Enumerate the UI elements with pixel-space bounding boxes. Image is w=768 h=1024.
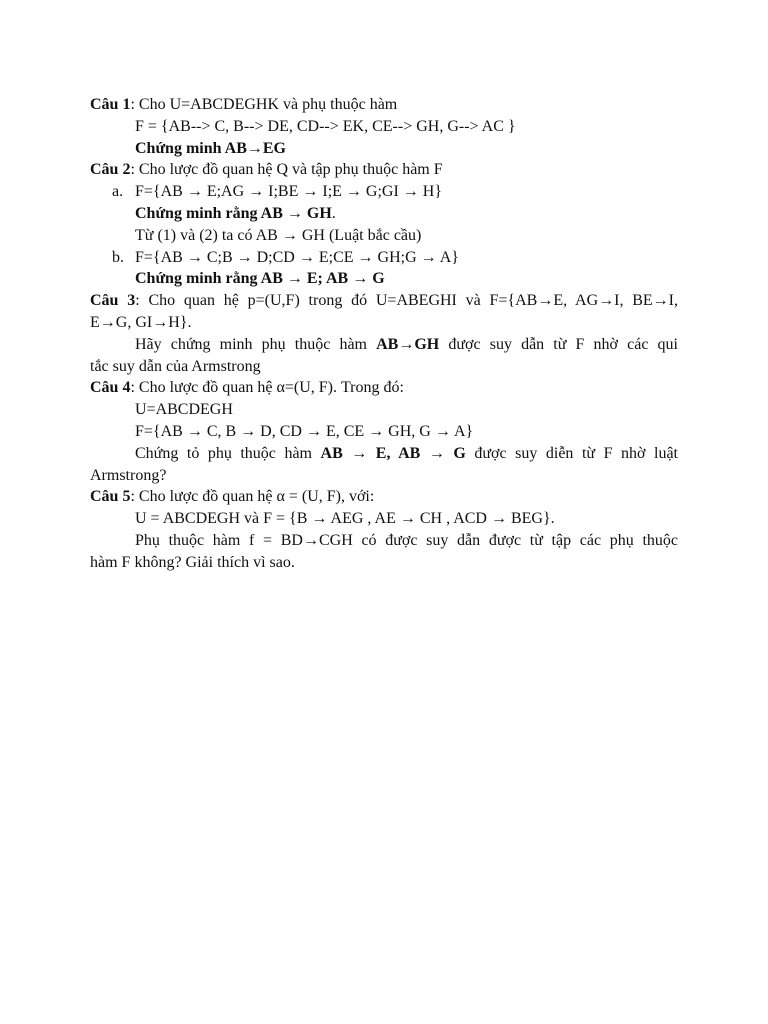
- question-3-task-start: Hãy chứng minh phụ thuộc hàm: [135, 335, 377, 353]
- question-3-text: : Cho quan hệ p=(U,F) trong đó U=ABEGHI và F={AB→E, AG→I, BE→I,: [135, 292, 679, 310]
- question-2-part-b: [90, 247, 678, 269]
- question-1-dependencies: F = {AB--> C, B--> DE, CD--> EK, CE--> GH, G--> AC }: [135, 117, 516, 135]
- question-2-text: : Cho lược đồ quan hệ Q và tập phụ thuộc hàm F: [130, 161, 443, 179]
- question-2-part-a-note: Từ (1) và (2) ta có AB → GH (Luật bắc cầu): [135, 226, 422, 244]
- question-4-task: [90, 443, 678, 465]
- question-4-dependencies: F={AB → C, B → D, CD → E, CE → GH, G → A}: [135, 422, 474, 440]
- question-4-task-dependency: AB → E, AB → G: [320, 444, 466, 462]
- document-content: [90, 94, 678, 574]
- question-5-label: Câu 5: [90, 488, 131, 506]
- question-5-task: Phụ thuộc hàm f = BD→CGH có được suy dẫn được từ tập các phụ thuộc: [135, 531, 678, 549]
- question-1-heading: [90, 94, 678, 116]
- question-5-heading: [90, 486, 678, 508]
- question-4-label: Câu 4: [90, 379, 131, 397]
- question-1-label: Câu 1: [90, 96, 131, 113]
- list-marker-a: a.: [112, 183, 124, 201]
- question-3-task-continued: tắc suy dẫn của Armstrong: [90, 357, 261, 375]
- question-4-heading: [90, 377, 678, 399]
- question-3-task-end: được suy dẫn từ F nhờ các qui: [439, 335, 678, 353]
- list-marker-b: b.: [112, 248, 124, 266]
- question-4-text: : Cho lược đồ quan hệ α=(U, F). Trong đó:: [130, 379, 404, 397]
- question-5-relation: U = ABCDEGH và F = {B → AEG , AE → CH , ACD → BEG}.: [135, 510, 555, 528]
- question-1-task: Chứng minh AB→EG: [135, 139, 286, 157]
- question-4-universe: U=ABCDEGH: [135, 401, 233, 419]
- question-3-label: Câu 3: [90, 292, 136, 310]
- question-4-task-start: Chứng tỏ phụ thuộc hàm: [135, 444, 321, 462]
- question-3-text-continued: E→G, GI→H}.: [90, 313, 192, 331]
- question-5-text: : Cho lược đồ quan hệ α = (U, F), với:: [130, 488, 375, 506]
- question-4-task-continued: Armstrong?: [90, 466, 167, 484]
- question-3-task-dependency: AB→GH: [376, 335, 440, 353]
- question-2-heading: [90, 159, 678, 181]
- question-1-text: : Cho U=ABCDEGHK và phụ thuộc hàm: [130, 96, 398, 113]
- question-5-task-continued: hàm F không? Giải thích vì sao.: [90, 553, 295, 571]
- question-4-task-end: được suy diễn từ F nhờ luật: [465, 444, 679, 462]
- question-2-part-a-prove: Chứng minh rằng AB → GH: [135, 204, 332, 222]
- question-2-part-b-text: F={AB → C;B → D;CD → E;CE → GH;G → A}: [135, 248, 459, 266]
- question-3-heading: [90, 290, 678, 312]
- question-2-part-a: [90, 181, 678, 203]
- question-2-part-a-prove-end: .: [331, 204, 336, 222]
- question-3-task: [90, 334, 678, 356]
- question-2-part-b-task: Chứng minh rằng AB → E; AB → G: [135, 270, 385, 288]
- question-2-part-a-task: [90, 203, 678, 225]
- question-2-part-a-text: F={AB → E;AG → I;BE → I;E → G;GI → H}: [135, 183, 443, 201]
- question-2-label: Câu 2: [90, 161, 131, 179]
